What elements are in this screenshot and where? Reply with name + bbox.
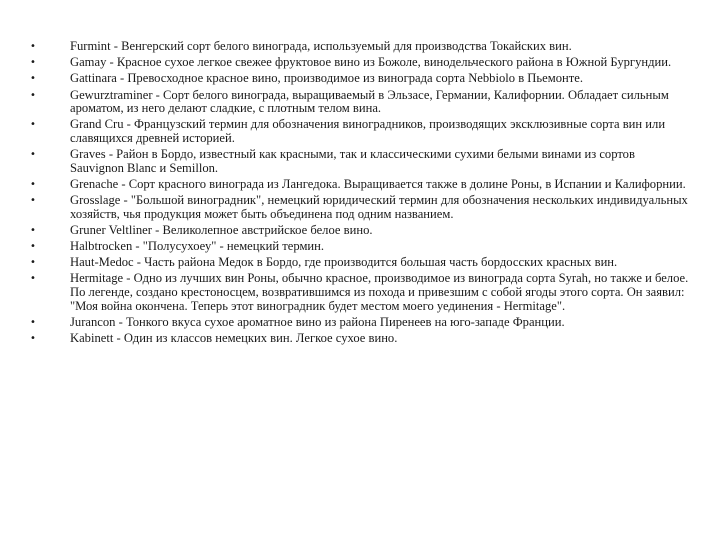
bullet-icon: • [30, 119, 36, 131]
glossary-entry: Grenache - Сорт красного винограда из Лангедока. Выращивается также в долине Роны, в Испании и Калифорнии. [70, 176, 686, 191]
list-item [30, 148, 690, 175]
bullet-icon: • [30, 273, 36, 285]
bullet-icon: • [30, 73, 36, 85]
glossary-entry: Haut-Medoc - Часть района Медок в Бордо, где производится большая часть бордосских красных вин. [70, 255, 618, 270]
bullet-icon: • [30, 149, 36, 161]
bullet-icon: • [30, 224, 36, 236]
glossary-entry: Furmint - Венгерский сорт белого винограда, используемый для производства Токайских вин. [70, 39, 572, 53]
glossary-entry: Gewurztraminer - Сорт белого винограда, выращиваемый в Эльзасе, Германии, Калифорнии. Обладает сильным ароматом, из него делают сладкие, с плотным телом вина. [70, 87, 669, 116]
glossary-entry: Gattinara - Превосходное красное вино, производимое из винограда сорта Nebbiolo в Пьемонте. [70, 71, 583, 86]
bullet-icon: • [30, 178, 36, 190]
list-item [30, 256, 690, 270]
glossary-entry: Jurancon - Тонкого вкуса сухое ароматное вино из района Пиренеев на юго-западе Франции. [70, 314, 565, 329]
glossary-entry: Grosslage - "Большой виноградник", немецкий юридический термин для обозначения нескольких индивидуальных хозяйств, чья продукция может быть объединена под одним названием. [70, 193, 688, 221]
list-item [30, 72, 690, 86]
glossary-entry: Kabinett - Один из классов немецких вин. Легкое сухое вино. [70, 331, 398, 345]
bullet-icon: • [30, 41, 36, 52]
glossary-entry: Grand Cru - Французский термин для обозначения виноградников, производящих эксклюзивные сорта вин или славящихся древней историей. [70, 117, 666, 145]
bullet-icon: • [30, 316, 36, 328]
bullet-icon: • [30, 257, 36, 269]
glossary-entry: Gamay - Красное сухое легкое свежее фруктовое вино из Божоле, винодельческого района в Южной Бургундии. [70, 55, 672, 70]
bullet-icon: • [30, 333, 36, 344]
list-item [30, 194, 690, 221]
list-item [30, 240, 690, 254]
list-item [30, 332, 690, 346]
list-item [30, 178, 690, 192]
list-item [30, 316, 690, 330]
glossary-entry: Halbtrocken - "Полусухоеу" - немецкий термин. [70, 239, 325, 254]
glossary-entry: Hermitage - Одно из лучших вин Роны, обычно красное, производимое из винограда сорта Syrah, но также и белое. По легенде, создано крестоносцем, возвратившимся из похода и привезшим с собой ягоды этого сорта. Он заявил: "Моя война окончена. Теперь этот виноградник будет местом моего уединения - Hermitage". [70, 271, 689, 313]
list-item [30, 56, 690, 70]
list-item [30, 89, 690, 116]
list-item [30, 224, 690, 238]
glossary-entry: Gruner Veltliner - Великолепное австрийское белое вино. [70, 222, 373, 237]
wine-glossary-list [30, 40, 690, 348]
bullet-icon: • [30, 57, 36, 69]
glossary-entry: Graves - Район в Бордо, известный как красными, так и классическими сухими белыми винами из сортов Sauvignon Blanc и Semillon. [70, 147, 635, 175]
list-item [30, 40, 690, 54]
list-item [30, 272, 690, 313]
list-item [30, 118, 690, 145]
bullet-icon: • [30, 241, 36, 253]
bullet-icon: • [30, 89, 36, 101]
bullet-icon: • [30, 195, 36, 207]
